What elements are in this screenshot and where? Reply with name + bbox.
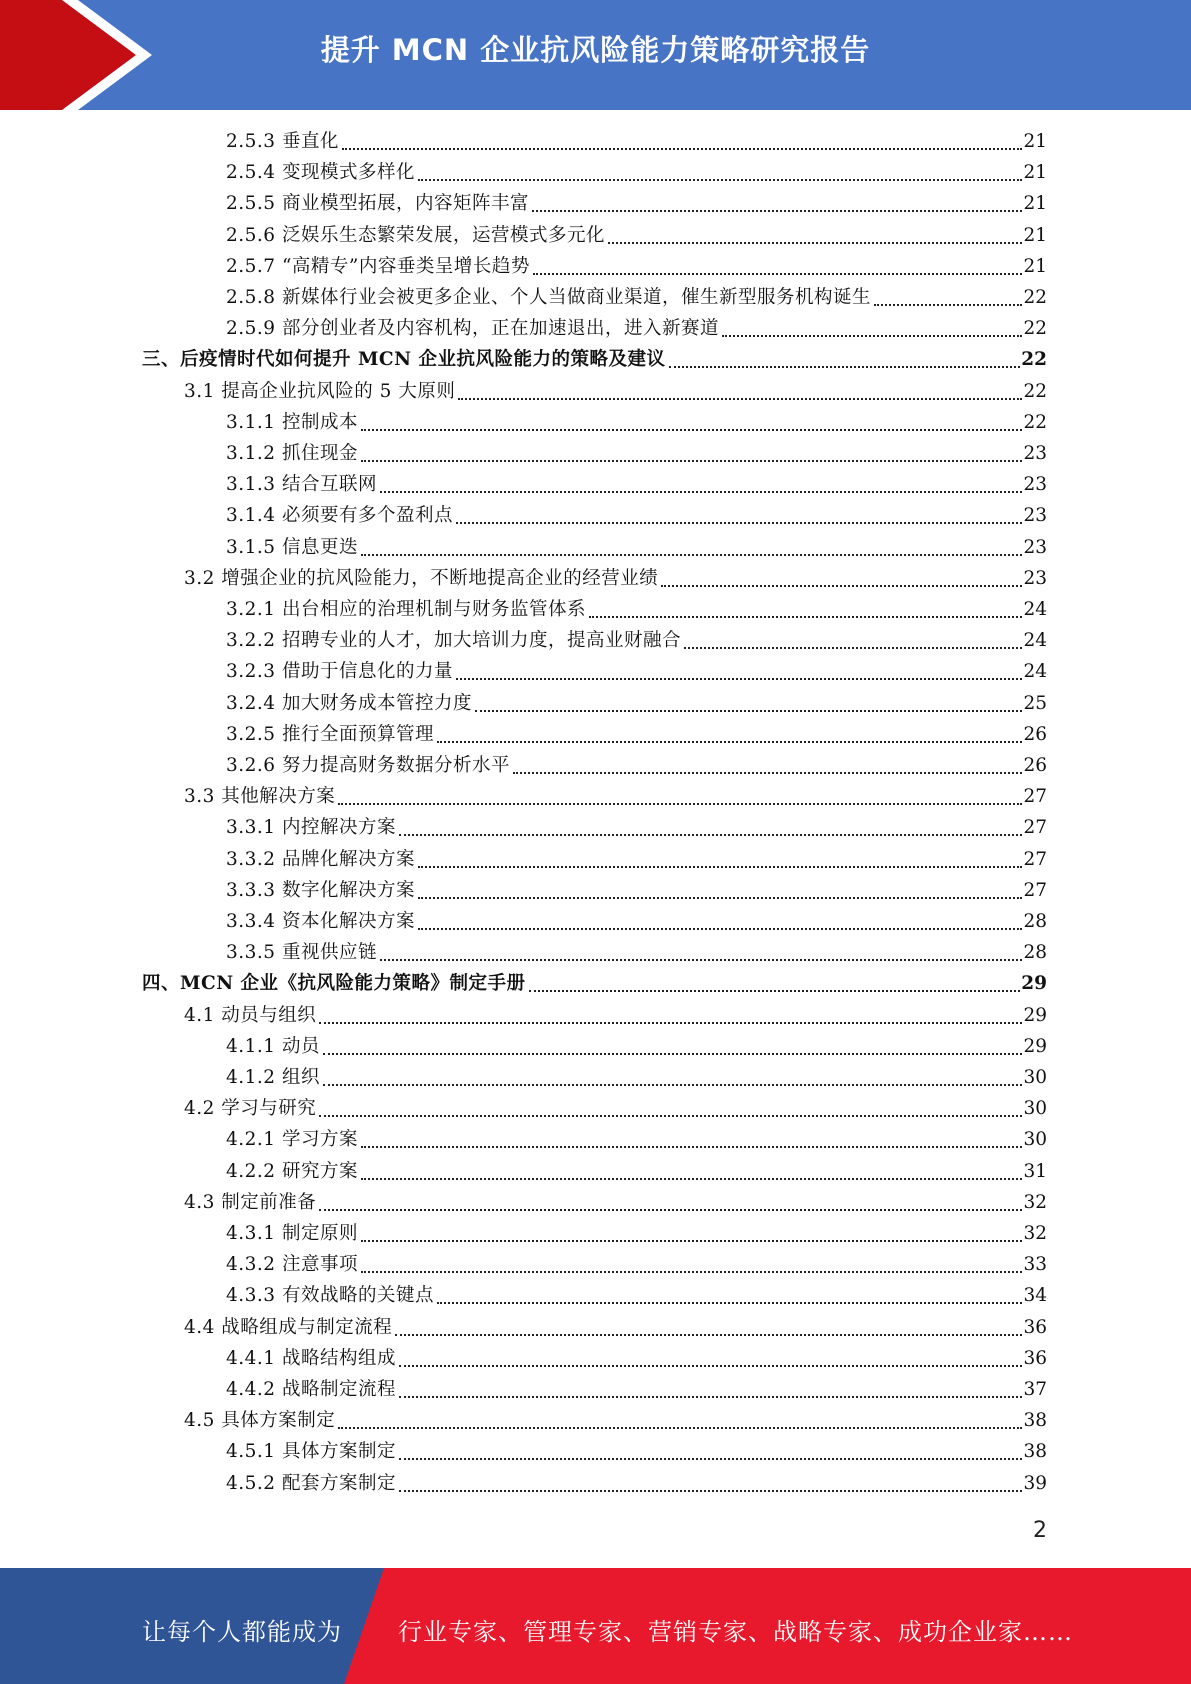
toc-dot-leader — [399, 814, 1022, 842]
toc-dot-leader — [456, 658, 1022, 686]
toc-dot-leader — [529, 970, 1021, 998]
toc-entry-page: 29 — [1021, 973, 1047, 995]
toc-dot-leader — [323, 1064, 1023, 1092]
toc-entry[interactable] — [226, 846, 1047, 874]
toc-entry-label: 2.5.5 商业模型拓展，内容矩阵丰富 — [226, 193, 529, 215]
toc-dot-leader — [319, 1189, 1022, 1217]
toc-entry[interactable] — [226, 1251, 1047, 1279]
toc-entry-page: 22 — [1021, 349, 1047, 371]
toc-entry-label: 3.2.2 招聘专业的人才，加大培训力度，提高业财融合 — [226, 630, 681, 652]
toc-entry[interactable] — [184, 1002, 1047, 1030]
toc-dot-leader — [722, 315, 1022, 343]
toc-entry[interactable] — [226, 253, 1047, 281]
toc-dot-leader — [380, 471, 1023, 499]
toc-dot-leader — [361, 1158, 1023, 1186]
toc-entry-label: 4.2.1 学习方案 — [226, 1129, 358, 1151]
toc-dot-leader — [456, 502, 1022, 530]
toc-entry[interactable] — [226, 596, 1047, 624]
toc-dot-leader — [418, 877, 1022, 905]
toc-dot-leader — [395, 1314, 1022, 1342]
toc-entry[interactable] — [226, 658, 1047, 686]
toc-entry-page: 24 — [1023, 630, 1047, 652]
toc-entry[interactable] — [226, 1376, 1047, 1404]
toc-dot-leader — [475, 690, 1022, 718]
toc-entry[interactable] — [226, 1158, 1047, 1186]
toc-entry[interactable] — [226, 128, 1047, 156]
toc-entry-page: 36 — [1023, 1347, 1047, 1369]
toc-entry[interactable] — [226, 1033, 1047, 1061]
toc-entry-label: 3.3.5 重视供应链 — [226, 942, 377, 964]
toc-dot-leader — [361, 1251, 1023, 1279]
toc-entry-page: 30 — [1023, 1098, 1047, 1120]
toc-dot-leader — [361, 1220, 1023, 1248]
toc-entry[interactable] — [184, 1189, 1047, 1217]
toc-entry[interactable] — [184, 378, 1047, 406]
toc-entry-page: 28 — [1023, 942, 1047, 964]
toc-dot-leader — [608, 222, 1022, 250]
page-footer — [0, 1568, 1191, 1684]
toc-entry-label: 4.1.2 组织 — [226, 1067, 320, 1088]
toc-entry[interactable] — [184, 783, 1047, 811]
toc-entry[interactable] — [226, 159, 1047, 187]
toc-entry[interactable] — [142, 970, 1047, 998]
toc-entry-label: 3.2.3 借助于信息化的力量 — [226, 661, 453, 683]
toc-entry-page: 24 — [1023, 599, 1047, 620]
toc-entry-label: 4.4.2 战略制定流程 — [226, 1379, 396, 1400]
toc-entry-label: 四、MCN 企业《抗风险能力策略》制定手册 — [142, 973, 526, 995]
page-number: 2 — [1033, 1518, 1047, 1543]
toc-entry[interactable] — [226, 284, 1047, 312]
toc-entry[interactable] — [226, 752, 1047, 780]
toc-entry[interactable] — [184, 1095, 1047, 1123]
toc-entry-page: 26 — [1023, 723, 1047, 745]
toc-entry-label: 3.2.1 出台相应的治理机制与财务监管体系 — [226, 599, 586, 620]
toc-entry-label: 3.1.1 控制成本 — [226, 411, 358, 433]
toc-entry[interactable] — [226, 1064, 1047, 1092]
toc-entry-page: 28 — [1023, 911, 1047, 932]
toc-entry-page: 25 — [1023, 692, 1047, 714]
toc-entry[interactable] — [184, 1314, 1047, 1342]
toc-dot-leader — [380, 939, 1023, 967]
toc-entry-label: 4.2 学习与研究 — [184, 1098, 317, 1120]
toc-dot-leader — [361, 534, 1023, 562]
toc-entry[interactable] — [226, 690, 1047, 718]
toc-dot-leader — [418, 159, 1022, 187]
toc-entry-page: 27 — [1023, 817, 1047, 839]
footer-slogan-left: 让每个人都能成为 — [142, 1618, 342, 1646]
toc-dot-leader — [513, 752, 1022, 780]
toc-entry[interactable] — [184, 1407, 1047, 1435]
toc-entry-page: 32 — [1023, 1191, 1047, 1213]
toc-dot-leader — [661, 565, 1022, 593]
toc-entry-page: 23 — [1023, 567, 1047, 589]
toc-entry-label: 4.3.1 制定原则 — [226, 1223, 358, 1244]
toc-entry[interactable] — [226, 1126, 1047, 1154]
toc-entry-page: 37 — [1023, 1379, 1047, 1400]
red-chevron-icon — [0, 0, 160, 110]
toc-entry-label: 3.3.3 数字化解决方案 — [226, 879, 415, 901]
toc-entry-page: 27 — [1023, 879, 1047, 901]
toc-entry-page: 22 — [1023, 411, 1047, 433]
toc-entry-page: 23 — [1023, 443, 1047, 464]
toc-entry-page: 23 — [1023, 505, 1047, 527]
toc-dot-leader — [669, 346, 1021, 374]
toc-dot-leader — [418, 846, 1022, 874]
toc-dot-leader — [342, 128, 1023, 156]
toc-dot-leader — [874, 284, 1022, 312]
toc-entry[interactable] — [226, 471, 1047, 499]
toc-entry-page: 29 — [1023, 1004, 1047, 1026]
toc-entry[interactable] — [226, 1470, 1047, 1498]
toc-entry-page: 22 — [1023, 318, 1047, 340]
toc-entry-label: 3.2.4 加大财务成本管控力度 — [226, 692, 472, 714]
toc-entry-page: 33 — [1023, 1254, 1047, 1276]
toc-entry-page: 34 — [1023, 1285, 1047, 1307]
toc-entry-page: 39 — [1023, 1472, 1047, 1494]
toc-entry-page: 30 — [1023, 1129, 1047, 1151]
toc-entry[interactable] — [226, 908, 1047, 936]
toc-dot-leader — [458, 378, 1022, 406]
toc-entry[interactable] — [226, 939, 1047, 967]
toc-entry[interactable] — [226, 315, 1047, 343]
toc-entry[interactable] — [184, 565, 1047, 593]
toc-entry[interactable] — [226, 440, 1047, 468]
toc-entry-page: 30 — [1023, 1067, 1047, 1088]
toc-entry[interactable] — [226, 1345, 1047, 1373]
toc-entry-page: 24 — [1023, 661, 1047, 683]
toc-entry-label: 2.5.7 “高精专”内容垂类呈增长趋势 — [226, 255, 530, 277]
toc-entry[interactable] — [226, 1220, 1047, 1248]
toc-entry-page: 23 — [1023, 474, 1047, 496]
toc-entry[interactable] — [226, 814, 1047, 842]
toc-dot-leader — [399, 1376, 1022, 1404]
toc-entry-page: 21 — [1023, 162, 1047, 184]
toc-dot-leader — [361, 1126, 1023, 1154]
toc-entry-label: 4.4 战略组成与制定流程 — [184, 1316, 393, 1338]
toc-entry-page: 29 — [1023, 1035, 1047, 1057]
toc-entry-label: 3.2.6 努力提高财务数据分析水平 — [226, 755, 510, 776]
toc-entry-label: 4.2.2 研究方案 — [226, 1160, 358, 1182]
toc-entry-page: 23 — [1023, 536, 1047, 558]
toc-dot-leader — [399, 1345, 1022, 1373]
toc-dot-leader — [399, 1470, 1022, 1498]
toc-entry-label: 3.3 其他解决方案 — [184, 786, 336, 808]
toc-dot-leader — [589, 596, 1022, 624]
toc-entry-label: 3.3.4 资本化解决方案 — [226, 911, 415, 932]
toc-entry-page: 21 — [1023, 131, 1047, 152]
toc-entry[interactable] — [226, 721, 1047, 749]
toc-entry-label: 3.3.1 内控解决方案 — [226, 817, 396, 839]
toc-entry-label: 4.3.2 注意事项 — [226, 1254, 358, 1276]
toc-dot-leader — [319, 1002, 1022, 1030]
toc-dot-leader — [323, 1033, 1023, 1061]
toc-entry-label: 三、后疫情时代如何提升 MCN 企业抗风险能力的策略及建议 — [142, 349, 666, 371]
page-header — [0, 0, 1191, 110]
toc-dot-leader — [684, 627, 1022, 655]
toc-entry-label: 3.1.3 结合互联网 — [226, 474, 377, 496]
toc-entry[interactable] — [226, 222, 1047, 250]
toc-entry-label: 4.3.3 有效战略的关键点 — [226, 1285, 434, 1307]
toc-entry[interactable] — [226, 627, 1047, 655]
toc-dot-leader — [399, 1438, 1022, 1466]
toc-entry-label: 2.5.8 新媒体行业会被更多企业、个人当做商业渠道，催生新型服务机构诞生 — [226, 287, 871, 308]
toc-entry[interactable] — [142, 346, 1047, 374]
toc-entry-label: 4.5 具体方案制定 — [184, 1410, 336, 1432]
toc-dot-leader — [437, 721, 1022, 749]
toc-entry-label: 3.1.5 信息更迭 — [226, 536, 358, 558]
toc-entry-label: 4.3 制定前准备 — [184, 1191, 317, 1213]
toc-entry-label: 2.5.3 垂直化 — [226, 131, 339, 152]
toc-entry-label: 3.1 提高企业抗风险的 5 大原则 — [184, 380, 456, 402]
toc-entry-label: 4.5.2 配套方案制定 — [226, 1472, 396, 1494]
toc-entry-label: 3.3.2 品牌化解决方案 — [226, 848, 415, 870]
toc-entry[interactable] — [226, 502, 1047, 530]
toc-entry-page: 27 — [1023, 786, 1047, 808]
toc-entry-label: 4.4.1 战略结构组成 — [226, 1347, 396, 1369]
toc-dot-leader — [418, 908, 1022, 936]
toc-entry-page: 27 — [1023, 848, 1047, 870]
footer-slogan-right: 行业专家、管理专家、营销专家、战略专家、成功企业家…… — [398, 1618, 1073, 1646]
toc-entry-label: 2.5.6 泛娱乐生态繁荣发展，运营模式多元化 — [226, 224, 605, 246]
toc-dot-leader — [319, 1095, 1022, 1123]
toc-entry-label: 3.2.5 推行全面预算管理 — [226, 723, 434, 745]
toc-entry[interactable] — [226, 1282, 1047, 1310]
toc-entry-page: 38 — [1023, 1410, 1047, 1432]
toc-entry[interactable] — [226, 409, 1047, 437]
toc-entry[interactable] — [226, 190, 1047, 218]
toc-entry-page: 26 — [1023, 755, 1047, 776]
toc-entry-page: 22 — [1023, 287, 1047, 308]
toc-entry-label: 4.1 动员与组织 — [184, 1004, 317, 1026]
toc-entry-page: 21 — [1023, 193, 1047, 215]
toc-entry-page: 22 — [1023, 380, 1047, 402]
toc-entry-label: 2.5.9 部分创业者及内容机构，正在加速退出，进入新赛道 — [226, 318, 719, 340]
toc-entry-page: 21 — [1023, 224, 1047, 246]
toc-entry-page: 36 — [1023, 1316, 1047, 1338]
toc-entry-label: 3.1.2 抓住现金 — [226, 443, 358, 464]
toc-dot-leader — [361, 440, 1023, 468]
toc-entry-label: 4.1.1 动员 — [226, 1035, 320, 1057]
toc-entry-label: 4.5.1 具体方案制定 — [226, 1441, 396, 1463]
toc-dot-leader — [338, 783, 1022, 811]
toc-entry-page: 21 — [1023, 255, 1047, 277]
toc-entry[interactable] — [226, 534, 1047, 562]
toc-entry-page: 32 — [1023, 1223, 1047, 1244]
toc-dot-leader — [533, 253, 1023, 281]
toc-dot-leader — [361, 409, 1023, 437]
toc-entry[interactable] — [226, 877, 1047, 905]
toc-entry-label: 3.2 增强企业的抗风险能力，不断地提高企业的经营业绩 — [184, 567, 659, 589]
toc-dot-leader — [338, 1407, 1022, 1435]
toc-entry-label: 2.5.4 变现模式多样化 — [226, 162, 415, 184]
toc-entry-page: 31 — [1023, 1160, 1047, 1182]
toc-dot-leader — [437, 1282, 1022, 1310]
toc-entry-page: 38 — [1023, 1441, 1047, 1463]
toc-dot-leader — [532, 190, 1022, 218]
toc-entry-label: 3.1.4 必须要有多个盈利点 — [226, 505, 453, 527]
report-title: 提升 MCN 企业抗风险能力策略研究报告 — [320, 33, 871, 67]
toc-entry[interactable] — [226, 1438, 1047, 1466]
